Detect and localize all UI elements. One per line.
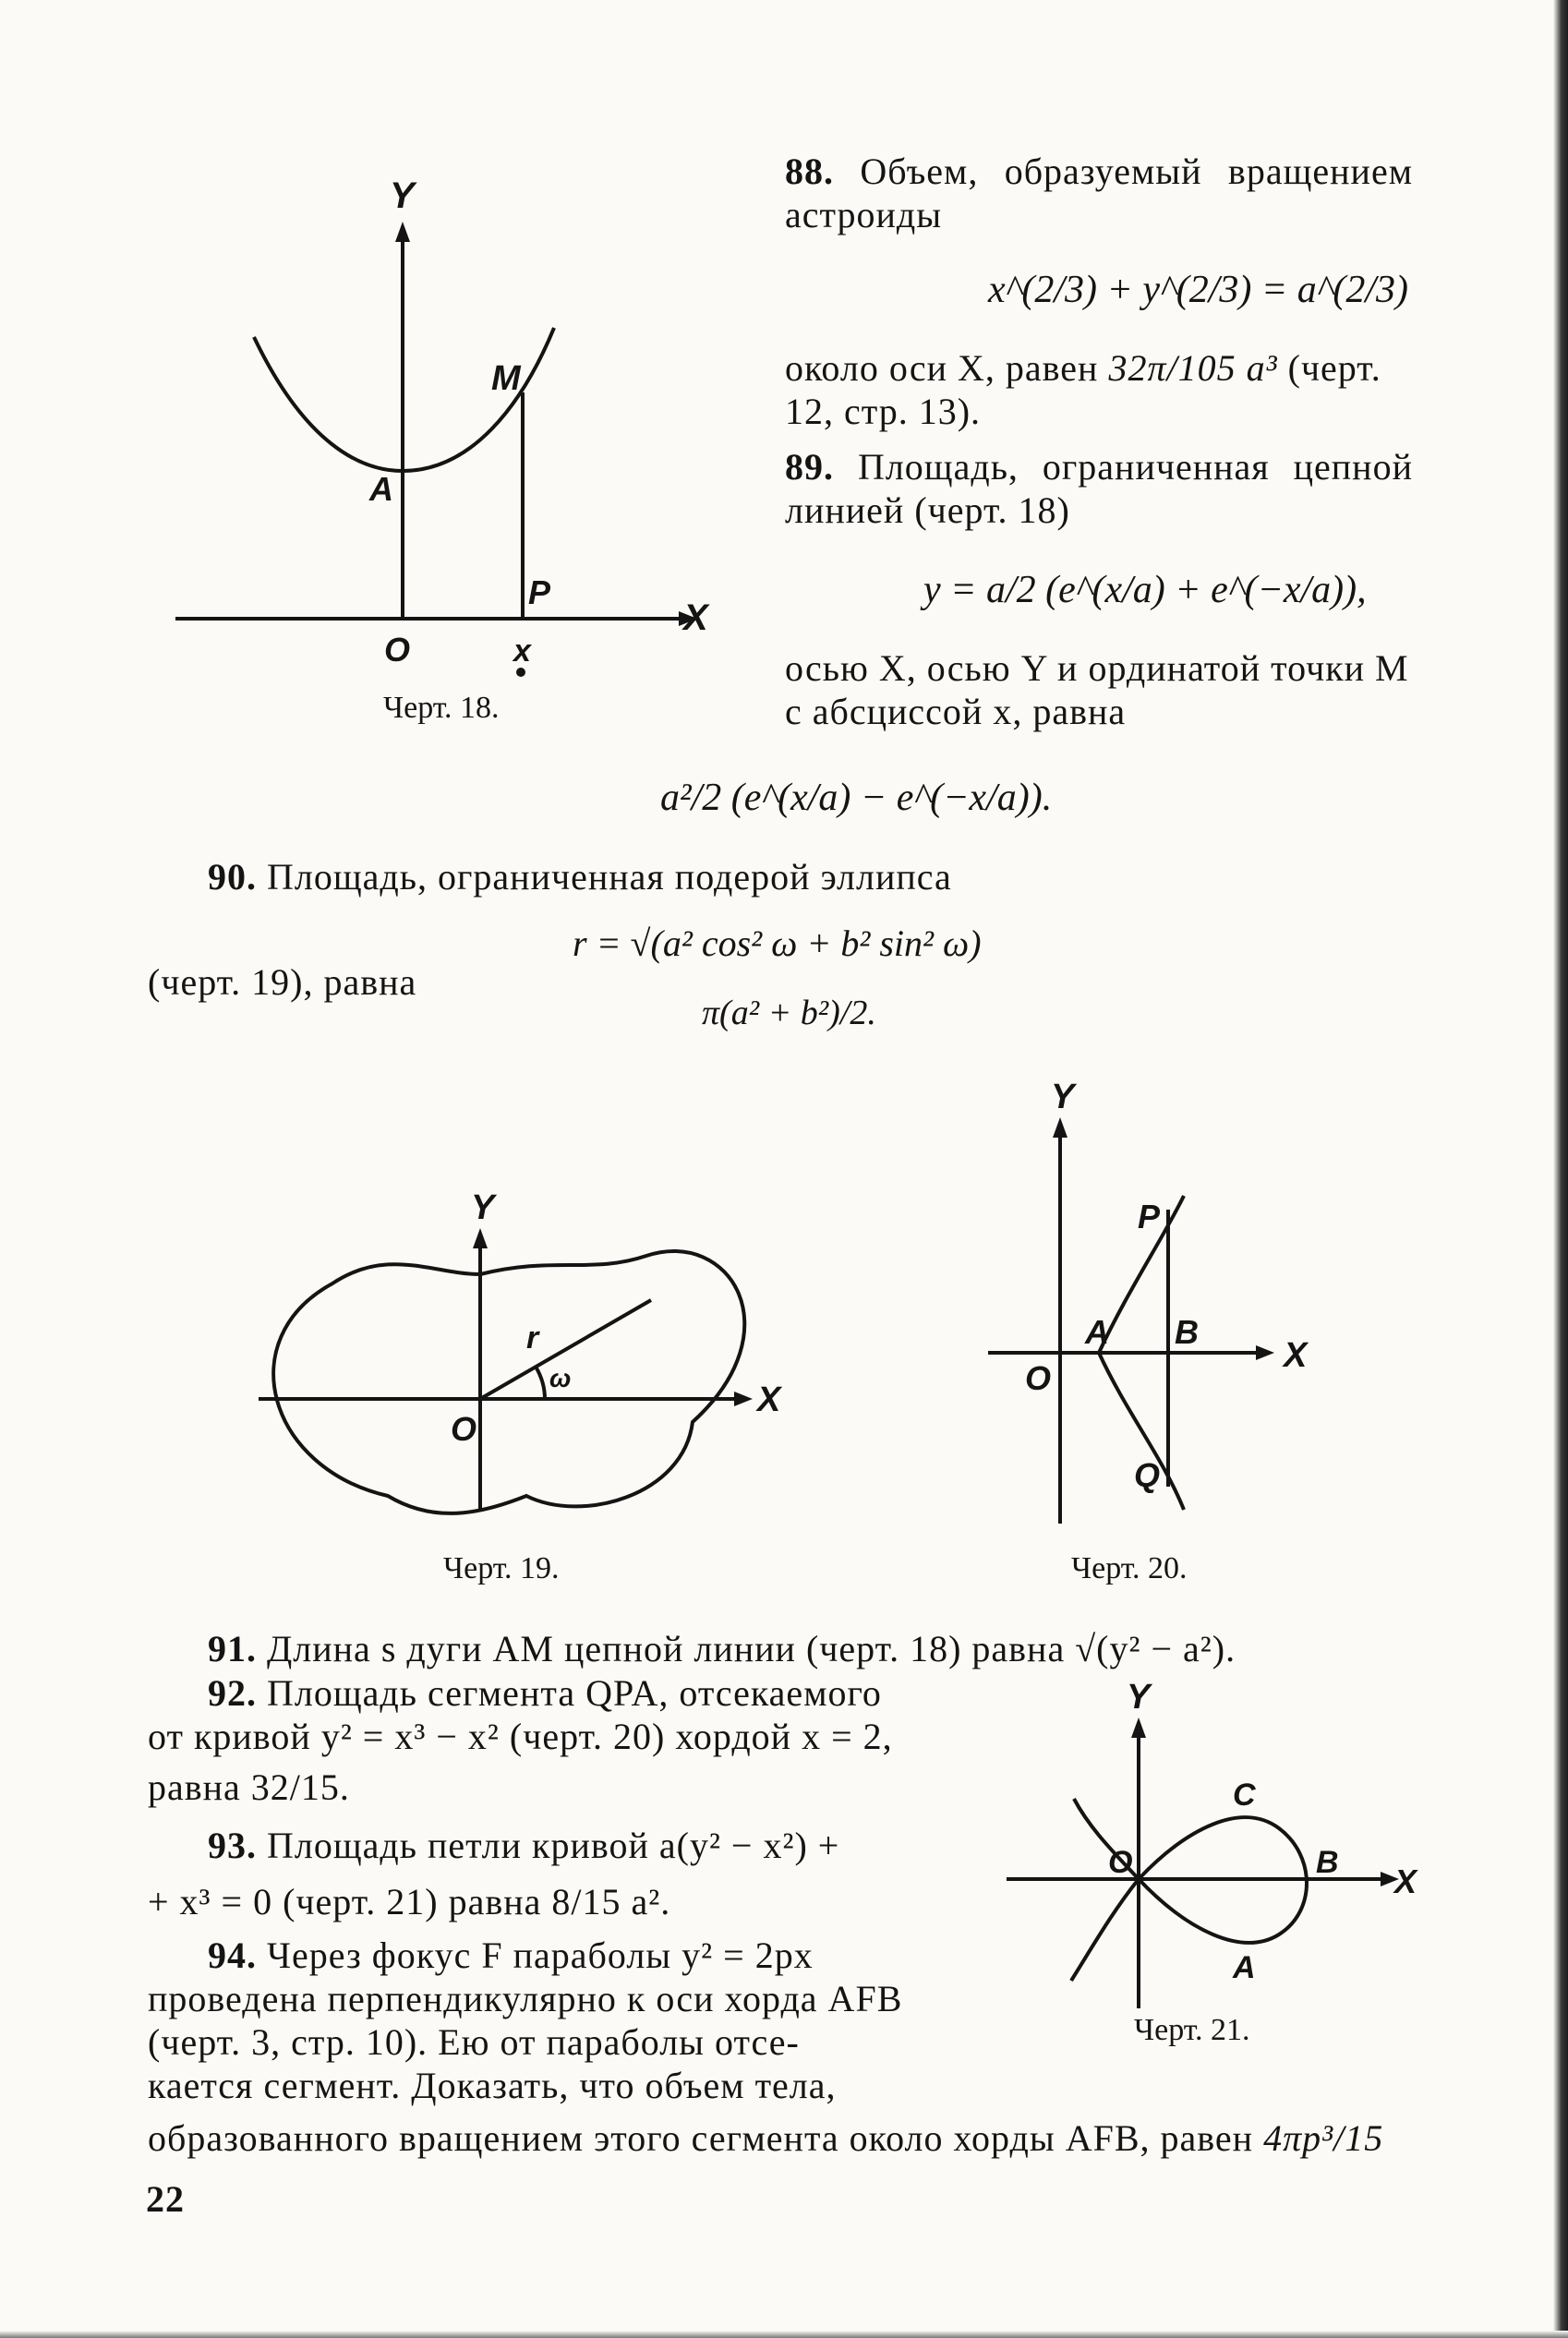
problem-93-number: 93.: [208, 1825, 257, 1866]
problem-89-number: 89.: [785, 446, 834, 488]
label-xv: x: [513, 633, 531, 669]
figure-18-catenary: [166, 175, 739, 693]
problem-89-result: a²/2 (e^(x/a) − e^(−x/a)).: [660, 777, 1053, 819]
problem-94-value: 4πp³/15: [1263, 2117, 1384, 2159]
problem-88-value: 32π/105 a³: [1108, 347, 1278, 389]
angle-omega-arc: [536, 1367, 545, 1399]
problem-93-line2: + x³ = 0 (черт. 21) равна 8/15 a².: [148, 1881, 671, 1922]
label-o: O: [1108, 1845, 1133, 1880]
figure-18-caption: Черт. 18.: [383, 691, 500, 725]
problem-94-line3: (черт. 3, стр. 10). Ею от параболы отсе-: [148, 2021, 800, 2063]
label-q: Q: [1134, 1456, 1161, 1494]
point-marker: [516, 668, 525, 677]
problem-94-last-line: [148, 2116, 1422, 2160]
label-y: Y: [390, 175, 415, 216]
problem-93-line1-row: [148, 1824, 951, 1867]
problem-90-result: π(a² + b²)/2.: [702, 994, 876, 1032]
problem-93: [148, 1824, 951, 1923]
label-x: X: [757, 1380, 781, 1419]
page-number: 22: [146, 2178, 185, 2220]
x-axis-arrow: [734, 1392, 753, 1406]
problem-90-number: 90.: [208, 856, 257, 898]
figure-21-loop: [1002, 1678, 1427, 2013]
label-p: P: [528, 573, 551, 611]
problem-90: [208, 855, 1408, 898]
figure-19-caption: Черт. 19.: [443, 1551, 560, 1585]
y-axis-arrow: [473, 1228, 488, 1248]
problem-92-line1-row: [148, 1671, 951, 1715]
label-a: A: [1085, 1313, 1109, 1351]
problem-92-line1: Площадь сегмента QPA, отсекаемого: [267, 1672, 882, 1714]
problem-94-line4: кается сегмент. Доказать, что объем тела,: [148, 2065, 837, 2106]
y-axis-arrow: [395, 222, 410, 242]
label-p: P: [1138, 1198, 1161, 1235]
problem-88-ref: (черт. 12, стр. 13).: [785, 347, 1381, 432]
problem-89-text-a: Площадь, ограниченная цепной линией (черт. 18): [785, 446, 1413, 531]
problem-91-number: 91.: [208, 1628, 257, 1669]
problem-94-line2: проведена перпендикулярно к оси хорда AFB: [148, 1978, 903, 2019]
problem-91: [208, 1627, 1417, 1670]
label-c: C: [1233, 1778, 1256, 1813]
label-x: X: [1284, 1336, 1308, 1375]
problem-91-text: Длина s дуги AM цепной линии (черт. 18) равна √(y² − a²).: [267, 1628, 1236, 1669]
problem-94: [148, 1934, 951, 2107]
problem-94-number: 94.: [208, 1934, 257, 1976]
problem-88-number: 88.: [785, 151, 834, 192]
label-x: X: [1394, 1862, 1417, 1900]
label-r: r: [526, 1320, 539, 1356]
figure-21-caption: Черт. 21.: [1134, 2013, 1250, 2047]
problem-94-line1: Через фокус F параболы y² = 2px: [267, 1934, 814, 1976]
label-o: O: [1025, 1359, 1052, 1397]
problem-88-text-a: Объем, образуемый вращением астроиды: [785, 151, 1414, 235]
label-b: B: [1175, 1313, 1199, 1351]
problem-88: [785, 150, 1413, 236]
x-axis-arrow: [1256, 1345, 1274, 1360]
problem-92-line2: от кривой y² = x³ − x² (черт. 20) хордой x = 2,: [148, 1716, 893, 1757]
problem-89: [785, 445, 1413, 532]
problem-88-line2: [785, 346, 1422, 433]
label-b: B: [1316, 1845, 1339, 1880]
problem-94-line5: образованного вращением этого сегмента около хорды AFB, равен: [148, 2117, 1254, 2159]
page-edge-shadow: [1553, 0, 1568, 2338]
page-bottom-shadow: [0, 2331, 1568, 2338]
label-a: A: [1233, 1950, 1256, 1985]
problem-94-line1-row: [148, 1934, 951, 1977]
problem-92: [148, 1671, 951, 1809]
label-y: Y: [1127, 1678, 1151, 1717]
problem-92-line3: равна 32/15.: [148, 1766, 350, 1808]
y-axis-arrow: [1131, 1717, 1146, 1738]
label-a: A: [369, 470, 393, 508]
figure-20-curve: [979, 1080, 1330, 1542]
problem-90-text-a: Площадь, ограниченная подерой эллипса: [267, 856, 952, 898]
problem-88-formula: x^(2/3) + y^(2/3) = a^(2/3): [988, 269, 1409, 311]
problem-92-number: 92.: [208, 1672, 257, 1714]
figure-19-ellipse-pedal: [249, 1188, 803, 1561]
figure-20-caption: Черт. 20.: [1071, 1551, 1188, 1585]
problem-88-text-b: около оси X, равен: [785, 347, 1099, 389]
label-y: Y: [1051, 1078, 1075, 1116]
problem-93-line1: Площадь петли кривой a(y² − x²) +: [267, 1825, 840, 1866]
problem-90-text-b: (черт. 19), равна: [148, 961, 417, 1003]
problem-89-formula: y = a/2 (e^(x/a) + e^(−x/a)),: [923, 569, 1367, 611]
label-o: O: [451, 1410, 477, 1448]
problem-90-formula: r = √(a² cos² ω + b² sin² ω): [573, 922, 982, 964]
label-x: X: [683, 597, 708, 638]
label-y: Y: [471, 1188, 495, 1227]
y-axis-arrow: [1053, 1117, 1067, 1138]
problem-89-text-b: осью X, осью Y и ординатой точки M с абсциссой x, равна: [785, 647, 1409, 732]
label-o: O: [384, 631, 411, 669]
branch-lower: [1071, 1879, 1139, 1981]
label-m: M: [491, 359, 521, 398]
label-omega: ω: [549, 1364, 572, 1392]
